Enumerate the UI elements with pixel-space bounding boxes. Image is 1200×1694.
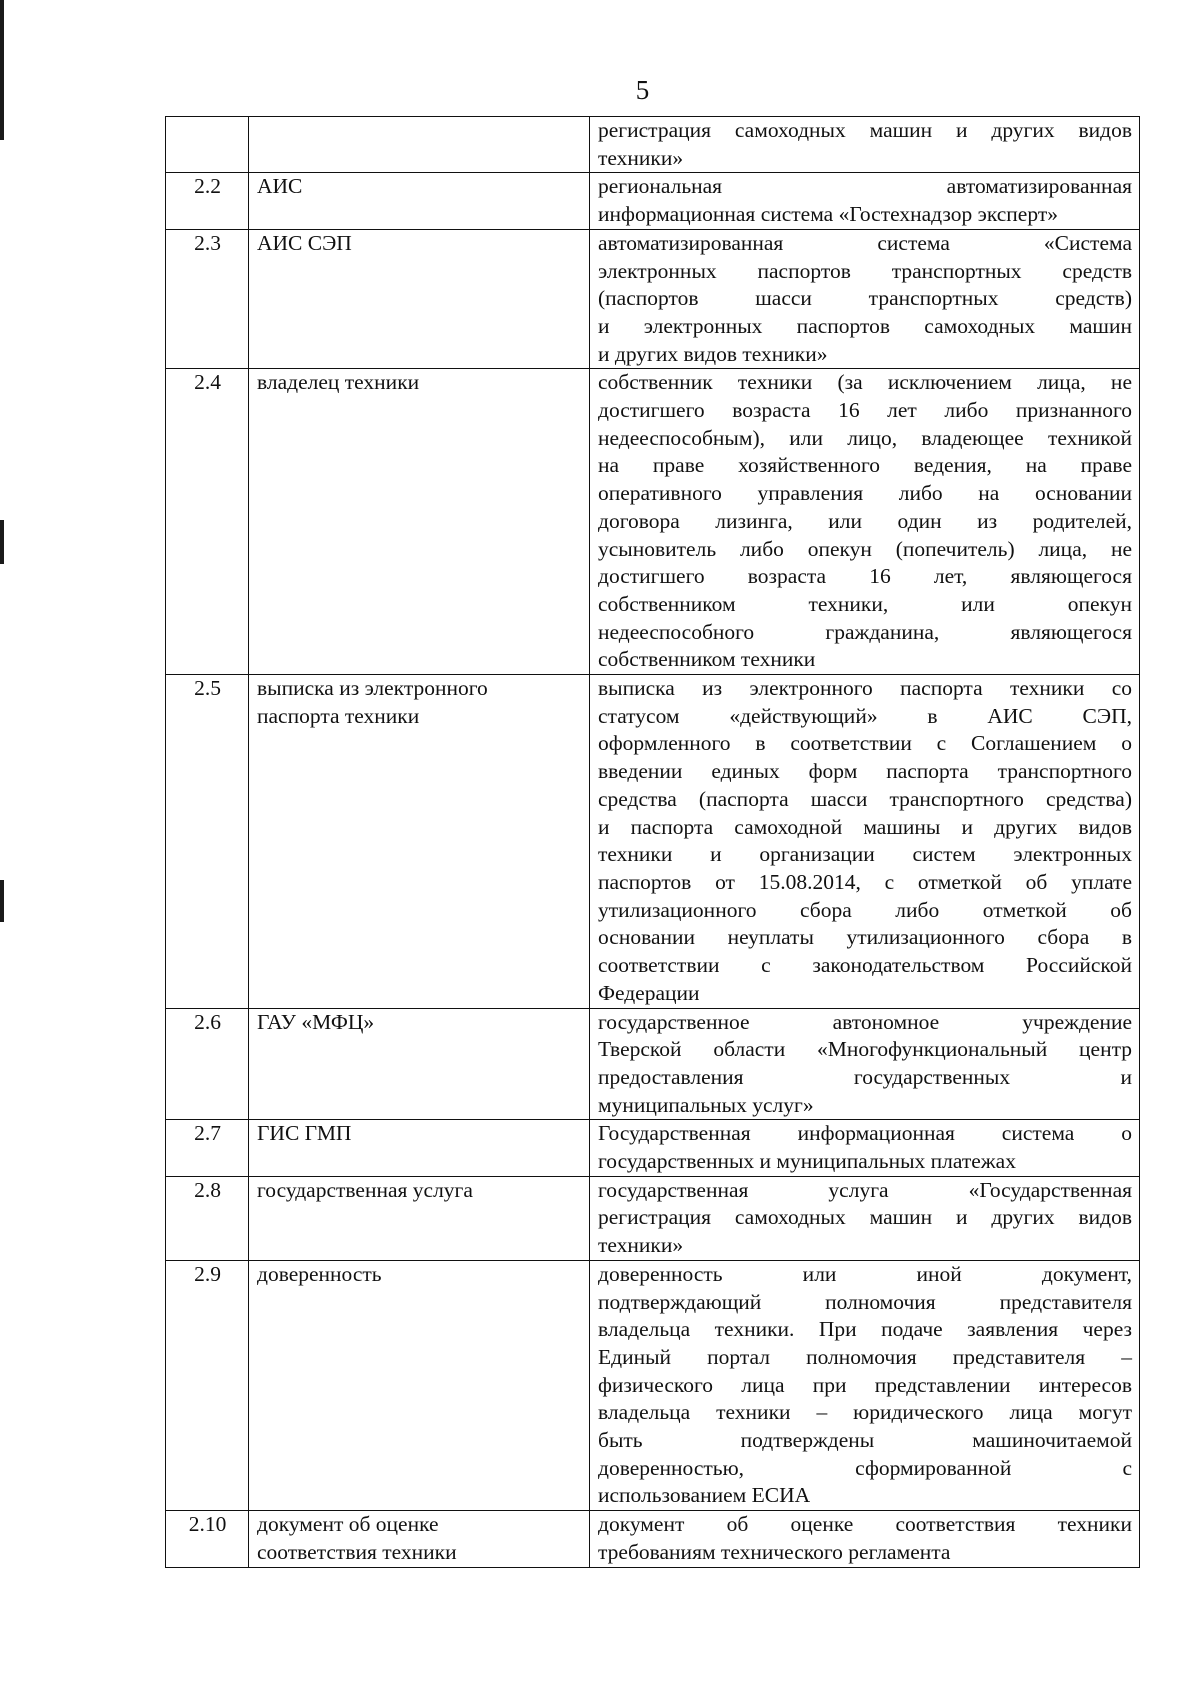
definition-line: (паспортов шасси транспортных средств) — [598, 286, 1132, 311]
terms-table — [165, 116, 1140, 1568]
term-cell: документ об оценке соответствия техники — [249, 1511, 590, 1567]
definition-line: и других видов техники» — [598, 341, 828, 366]
definition-cell — [590, 1511, 1140, 1567]
term-cell: государственная услуга — [249, 1176, 590, 1260]
term-cell: владелец техники — [249, 369, 590, 675]
definition-line: доверенность или иной документ, — [598, 1261, 1132, 1286]
table-row — [166, 229, 1140, 369]
definition-line: техники» — [598, 1233, 684, 1258]
definition-line: доверенностью, сформированной с — [598, 1455, 1132, 1480]
term-cell: ГИС ГМП — [249, 1120, 590, 1176]
definition-line: Единый портал полномочия представителя – — [598, 1344, 1132, 1369]
definition-line: автоматизированная система «Система — [598, 230, 1132, 255]
definition-line: государственных и муниципальных платежах — [598, 1149, 1016, 1174]
term-cell: доверенность — [249, 1260, 590, 1510]
page-number: 5 — [635, 75, 650, 105]
table-row — [166, 117, 1140, 173]
definition-cell — [590, 369, 1140, 675]
table-row — [166, 1120, 1140, 1176]
scan-edge-lower — [0, 880, 4, 922]
definition-line: региональная автоматизированная — [598, 174, 1132, 199]
row-number: 2.10 — [166, 1511, 249, 1567]
definition-cell — [590, 173, 1140, 229]
definition-line: электронных паспортов транспортных средств — [598, 258, 1132, 283]
definition-line: основании неуплаты утилизационного сбора в — [598, 925, 1132, 950]
definition-cell — [590, 1176, 1140, 1260]
definition-line: оперативного управления либо на основании — [598, 481, 1132, 506]
row-number: 2.5 — [166, 675, 249, 1008]
table-row — [166, 1176, 1140, 1260]
definition-line: средства (паспорта шасси транспортного средства) — [598, 786, 1132, 811]
definition-line: собственник техники (за исключением лица, не — [598, 370, 1132, 395]
definition-line: предоставления государственных и — [598, 1064, 1132, 1089]
definition-line: требованиям технического регламента — [598, 1539, 951, 1564]
definition-line: введении единых форм паспорта транспортного — [598, 759, 1132, 784]
row-number: 2.3 — [166, 229, 249, 369]
definition-cell — [590, 675, 1140, 1008]
definition-cell — [590, 1260, 1140, 1510]
definition-line: достигшего возраста 16 лет либо признанного — [598, 398, 1132, 423]
definition-line: владельца техники. При подаче заявления через — [598, 1317, 1132, 1342]
definition-line: и электронных паспортов самоходных машин — [598, 313, 1132, 338]
row-number: 2.9 — [166, 1260, 249, 1510]
term-cell: АИС — [249, 173, 590, 229]
definition-line: статусом «действующий» в АИС СЭП, — [598, 703, 1132, 728]
definition-line: регистрация самоходных машин и других видов — [598, 118, 1132, 142]
table-row — [166, 1008, 1140, 1120]
definition-line: документ об оценке соответствия техники — [598, 1512, 1132, 1537]
definition-line: собственником техники — [598, 647, 816, 672]
definition-line: утилизационного сбора либо отметкой об — [598, 897, 1132, 922]
definition-line: Государственная информационная система о — [598, 1121, 1132, 1146]
definition-line: информационная система «Гостехнадзор эксперт» — [598, 202, 1058, 227]
row-number: 2.7 — [166, 1120, 249, 1176]
scan-edge-mid — [0, 520, 4, 564]
definition-cell — [590, 229, 1140, 369]
definition-line: техники» — [598, 145, 684, 170]
definition-line: оформленного в соответствии с Соглашением о — [598, 731, 1132, 756]
definition-line: усыновитель либо опекун (попечитель) лица, не — [598, 536, 1132, 561]
definition-line: муниципальных услуг» — [598, 1092, 814, 1117]
definition-line: недееспособным), или лицо, владеющее техникой — [598, 425, 1132, 450]
definition-line: выписка из электронного паспорта техники со — [598, 676, 1132, 701]
definition-line: недееспособного гражданина, являющегося — [598, 619, 1132, 644]
definition-line: владельца техники – юридического лица могут — [598, 1400, 1132, 1425]
term-cell: выписка из электронного паспорта техники — [249, 675, 590, 1008]
definition-line: техники и организации систем электронных — [598, 842, 1132, 867]
definition-line: Тверской области «Многофункциональный центр — [598, 1037, 1132, 1062]
row-number — [166, 117, 249, 173]
table-row — [166, 1511, 1140, 1567]
table-row — [166, 173, 1140, 229]
definition-line: регистрация самоходных машин и других видов — [598, 1205, 1132, 1230]
definition-line: и паспорта самоходной машины и других видов — [598, 814, 1132, 839]
definition-cell — [590, 1008, 1140, 1120]
row-number: 2.6 — [166, 1008, 249, 1120]
term-cell: АИС СЭП — [249, 229, 590, 369]
row-number: 2.4 — [166, 369, 249, 675]
definition-line: подтверждающий полномочия представителя — [598, 1289, 1132, 1314]
definition-line: договора лизинга, или один из родителей, — [598, 508, 1132, 533]
definition-cell — [590, 1120, 1140, 1176]
definition-line: на праве хозяйственного ведения, на праве — [598, 453, 1132, 478]
table-row — [166, 675, 1140, 1008]
row-number: 2.8 — [166, 1176, 249, 1260]
terms-table-body — [166, 117, 1140, 1568]
definition-line: собственником техники, или опекун — [598, 591, 1132, 616]
definition-line: соответствии с законодательством Российской — [598, 953, 1132, 978]
definition-line: быть подтверждены машиночитаемой — [598, 1428, 1132, 1453]
definition-line: паспортов от 15.08.2014, с отметкой об уплате — [598, 869, 1132, 894]
definition-line: использованием ЕСИА — [598, 1483, 811, 1508]
term-cell — [249, 117, 590, 173]
definition-line: Федерации — [598, 980, 700, 1005]
table-row — [166, 1260, 1140, 1510]
definition-line: государственное автономное учреждение — [598, 1009, 1132, 1034]
definition-line: достигшего возраста 16 лет, являющегося — [598, 564, 1132, 589]
row-number: 2.2 — [166, 173, 249, 229]
table-row — [166, 369, 1140, 675]
definition-cell — [590, 117, 1140, 173]
definition-line: государственная услуга «Государственная — [598, 1177, 1132, 1202]
definition-line: физического лица при представлении интересов — [598, 1372, 1132, 1397]
term-cell: ГАУ «МФЦ» — [249, 1008, 590, 1120]
scan-edge-top — [0, 0, 4, 140]
